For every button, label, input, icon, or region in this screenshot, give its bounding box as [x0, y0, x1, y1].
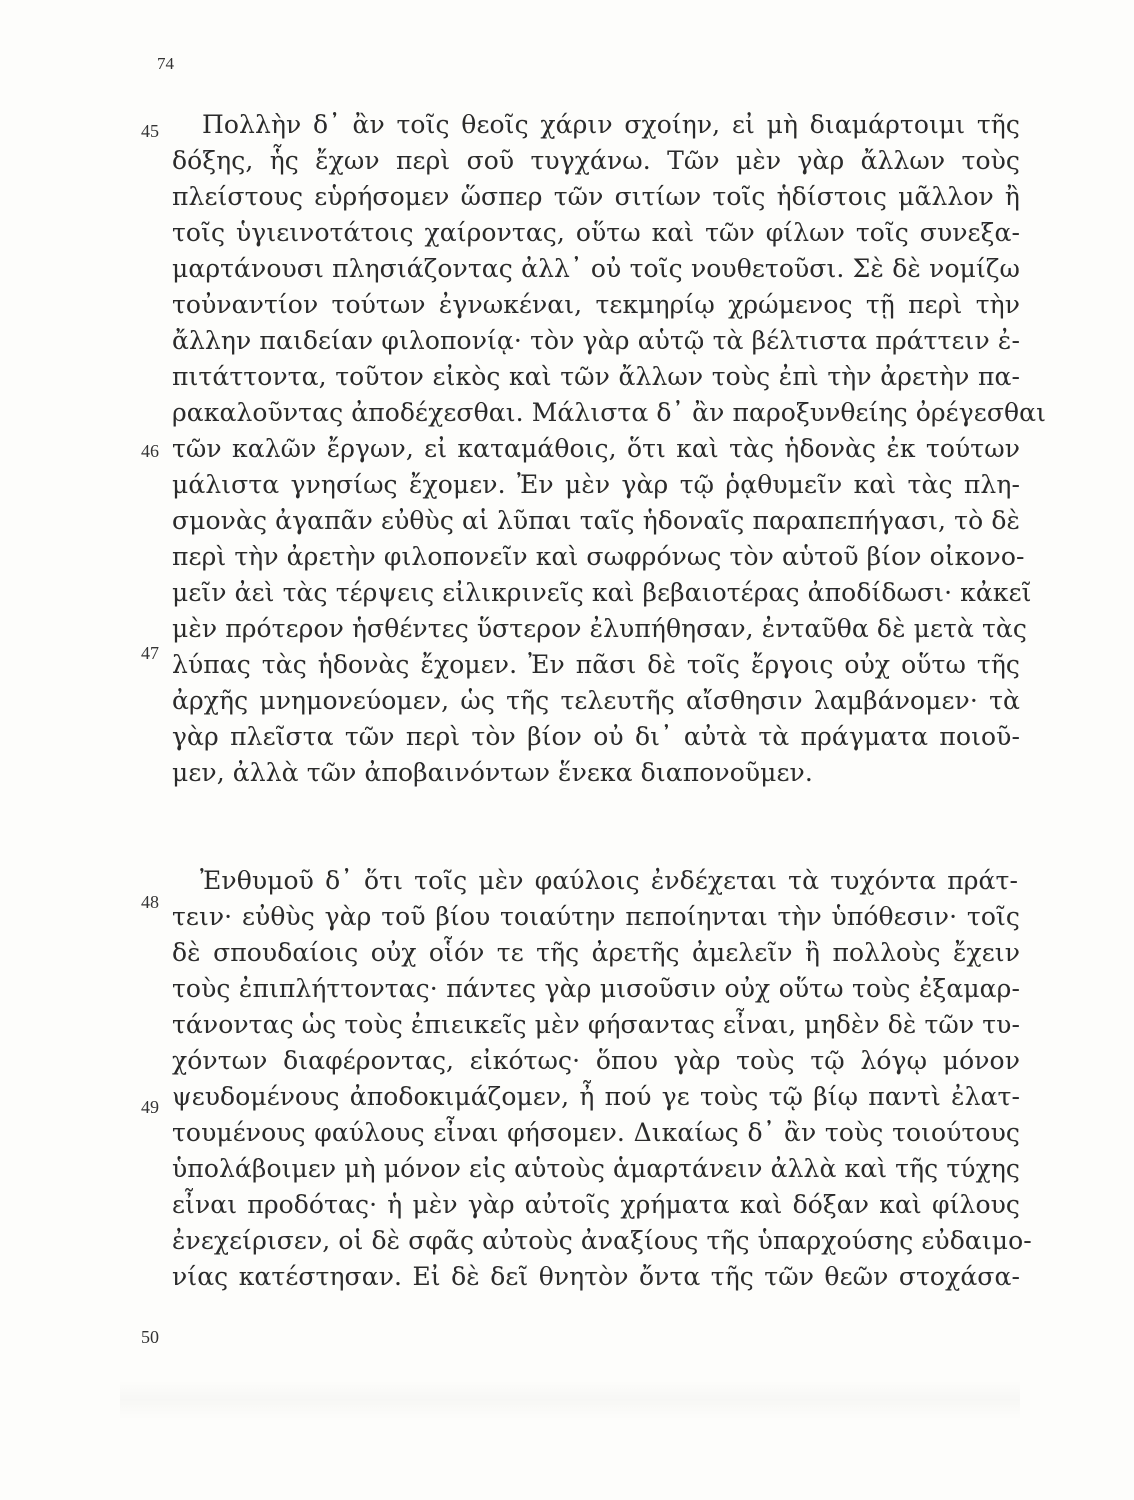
text-line: ρακαλοῦντας ἀποδέχεσθαι. Μάλιστα δ᾽ ἂν παροξυνθείης ὀρέγεσθαι [172, 398, 1047, 427]
text-line: ὑπολάβοιμεν μὴ μόνον εἰς αὑτοὺς ἁμαρτάνειν ἀλλὰ καὶ τῆς τύχης [172, 1154, 1020, 1183]
bleed-through-shadow [120, 1380, 1020, 1420]
text-line: Πολλὴν δ᾽ ἂν τοῖς θεοῖς χάριν σχοίην, εἰ μὴ διαμάρτοιμι τῆς [202, 110, 1020, 139]
text-line: ἐνεχείρισεν, οἱ δὲ σφᾶς αὐτοὺς ἀναξίους τῆς ὑπαρχούσης εὐδαιμο- [172, 1226, 1032, 1255]
text-line: τοὺς ἐπιπλήττοντας· πάντες γὰρ μισοῦσιν οὐχ οὕτω τοὺς ἐξαμαρ- [172, 974, 1020, 1003]
section-number-50: 50 [141, 1327, 159, 1347]
text-line: τῶν καλῶν ἔργων, εἰ καταμάθοις, ὅτι καὶ τὰς ἡδονὰς ἐκ τούτων [172, 434, 1020, 463]
text-line: δόξης, ἧς ἔχων περὶ σοῦ τυγχάνω. Τῶν μὲν γὰρ ἄλλων τοὺς [172, 146, 1020, 175]
text-line: πλείστους εὑρήσομεν ὥσπερ τῶν σιτίων τοῖς ἡδίστοις μᾶλλον ἢ [172, 182, 1020, 211]
section-number-49: 49 [141, 1097, 159, 1117]
text-line: μεῖν ἀεὶ τὰς τέρψεις εἰλικρινεῖς καὶ βεβαιοτέρας ἀποδίδωσι· κἀκεῖ [172, 578, 1032, 607]
text-line: ἀρχῆς μνημονεύομεν, ὡς τῆς τελευτῆς αἴσθησιν λαμβάνομεν· τὰ [172, 686, 1020, 715]
text-line: τάνοντας ὡς τοὺς ἐπιεικεῖς μὲν φήσαντας εἶναι, μηδὲν δὲ τῶν τυ- [172, 1010, 1020, 1039]
text-line: σμονὰς ἀγαπᾶν εὐθὺς αἱ λῦπαι ταῖς ἡδοναῖς παραπεπήγασι, τὸ δὲ [172, 506, 1020, 535]
text-line: περὶ τὴν ἀρετὴν φιλοπονεῖν καὶ σωφρόνως τὸν αὑτοῦ βίον οἰκονο- [172, 542, 1025, 571]
text-line: τοὐναντίον τούτων ἐγνωκέναι, τεκμηρίῳ χρώμενος τῇ περὶ τὴν [172, 290, 1020, 319]
text-line: νίας κατέστησαν. Εἰ δὲ δεῖ θνητὸν ὄντα τῆς τῶν θεῶν στοχάσα- [172, 1262, 1020, 1291]
text-line: μάλιστα γνησίως ἔχομεν. Ἐν μὲν γὰρ τῷ ῥᾳθυμεῖν καὶ τὰς πλη- [172, 470, 1020, 499]
text-line: λύπας τὰς ἡδονὰς ἔχομεν. Ἐν πᾶσι δὲ τοῖς ἔργοις οὐχ οὕτω τῆς [172, 650, 1020, 679]
text-line: ἄλλην παιδείαν φιλοπονίᾳ· τὸν γὰρ αὑτῷ τὰ βέλτιστα πράττειν ἐ- [172, 326, 1020, 355]
section-number-45: 45 [141, 121, 159, 141]
text-line: μαρτάνουσι πλησιάζοντας ἀλλ᾽ οὐ τοῖς νουθετοῦσι. Σὲ δὲ νομίζω [172, 254, 1020, 283]
text-line: τειν· εὐθὺς γὰρ τοῦ βίου τοιαύτην πεποίηνται τὴν ὑπόθεσιν· τοῖς [172, 902, 1020, 931]
text-line: Ἐνθυμοῦ δ᾽ ὅτι τοῖς μὲν φαύλοις ἐνδέχεται τὰ τυχόντα πράτ- [200, 866, 1018, 895]
section-number-47: 47 [141, 643, 159, 663]
text-line: γὰρ πλεῖστα τῶν περὶ τὸν βίον οὐ δι᾽ αὐτὰ τὰ πράγματα ποιοῦ- [172, 722, 1020, 751]
text-line: μὲν πρότερον ἡσθέντες ὕστερον ἐλυπήθησαν, ἐνταῦθα δὲ μετὰ τὰς [172, 614, 1028, 643]
text-line: ψευδομένους ἀποδοκιμάζομεν, ἦ πού γε τοὺς τῷ βίῳ παντὶ ἐλατ- [172, 1082, 1020, 1111]
text-line: τοῖς ὑγιεινοτάτοις χαίροντας, οὕτω καὶ τῶν φίλων τοῖς συνεξα- [172, 218, 1020, 247]
page-number: 74 [157, 54, 174, 73]
text-line: δὲ σπουδαίοις οὐχ οἷόν τε τῆς ἀρετῆς ἀμελεῖν ἢ πολλοὺς ἔχειν [172, 938, 1020, 967]
text-line: πιτάττοντα, τοῦτον εἰκὸς καὶ τῶν ἄλλων τοὺς ἐπὶ τὴν ἀρετὴν πα- [172, 362, 1020, 391]
text-line: εἶναι προδότας· ἡ μὲν γὰρ αὐτοῖς χρήματα καὶ δόξαν καὶ φίλους [172, 1190, 1020, 1219]
text-line: χόντων διαφέροντας, εἰκότως· ὅπου γὰρ τοὺς τῷ λόγῳ μόνον [172, 1046, 1020, 1075]
text-line: τουμένους φαύλους εἶναι φήσομεν. Δικαίως δ᾽ ἂν τοὺς τοιούτους [172, 1118, 1020, 1147]
section-number-46: 46 [141, 441, 159, 461]
text-line: μεν, ἀλλὰ τῶν ἀποβαινόντων ἕνεκα διαπονοῦμεν. [172, 758, 813, 787]
section-number-48: 48 [141, 892, 159, 912]
